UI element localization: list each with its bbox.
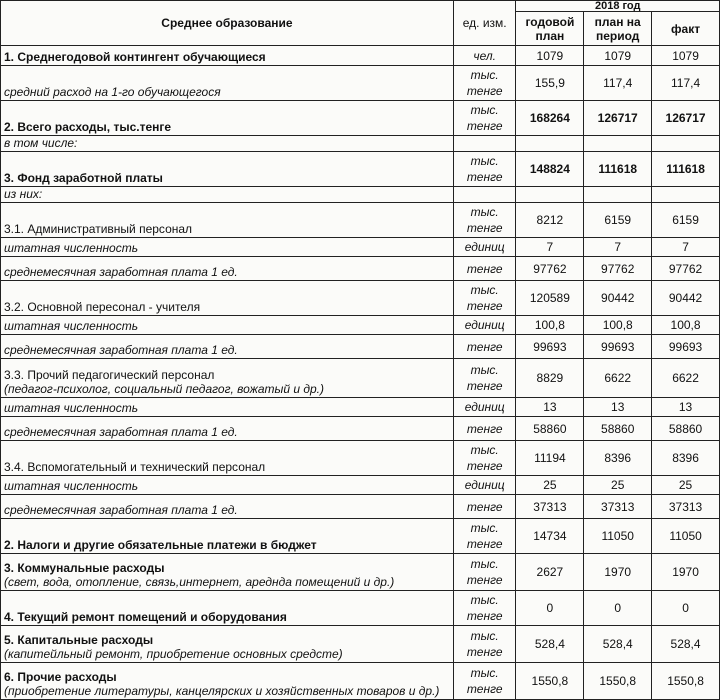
value-annual-plan: 8212	[516, 203, 584, 238]
value-annual-plan: 100,8	[516, 316, 584, 335]
header-period-plan: план на период	[584, 12, 652, 46]
row-title	[1, 187, 454, 203]
value-annual-plan	[516, 187, 584, 203]
value-fact: 528,4	[652, 626, 720, 663]
row-title-text: штатная численность	[4, 241, 139, 255]
value-period-plan: 1970	[584, 554, 652, 591]
value-fact: 126717	[652, 101, 720, 136]
value-annual-plan: 528,4	[516, 626, 584, 663]
row-title	[1, 441, 454, 476]
table-row	[1, 519, 720, 554]
row-unit: тыс. тенге	[453, 591, 516, 626]
row-subtitle-text: (капитейльный ремонт, приобретение основных средсте)	[4, 647, 343, 661]
value-period-plan: 25	[584, 476, 652, 495]
row-title-text: 3. Коммунальные расходы	[4, 561, 165, 575]
row-unit: тенге	[453, 335, 516, 359]
value-annual-plan: 58860	[516, 417, 584, 441]
value-annual-plan: 155,9	[516, 66, 584, 101]
value-annual-plan: 120589	[516, 281, 584, 316]
value-annual-plan: 99693	[516, 335, 584, 359]
value-period-plan: 6622	[584, 359, 652, 398]
row-unit: тыс. тенге	[453, 554, 516, 591]
table-row	[1, 101, 720, 136]
value-annual-plan: 1550,8	[516, 663, 584, 700]
row-unit: тыс. тенге	[453, 66, 516, 101]
value-period-plan: 528,4	[584, 626, 652, 663]
value-annual-plan: 7	[516, 238, 584, 257]
header-year: 2018 год	[516, 1, 720, 12]
value-fact: 117,4	[652, 66, 720, 101]
header-fact: факт	[652, 12, 720, 46]
value-fact: 11050	[652, 519, 720, 554]
value-fact: 97762	[652, 257, 720, 281]
row-title-text: из них:	[4, 187, 43, 201]
value-annual-plan: 168264	[516, 101, 584, 136]
table-row	[1, 476, 720, 495]
row-title	[1, 101, 454, 136]
row-title	[1, 519, 454, 554]
header-annual-plan: годовой план	[516, 12, 584, 46]
value-annual-plan: 8829	[516, 359, 584, 398]
table-row	[1, 335, 720, 359]
row-unit: тыс. тенге	[453, 626, 516, 663]
value-fact: 100,8	[652, 316, 720, 335]
row-title	[1, 46, 454, 66]
value-fact	[652, 136, 720, 152]
row-unit: тыс. тенге	[453, 152, 516, 187]
table-row	[1, 663, 720, 700]
row-title	[1, 335, 454, 359]
table-row	[1, 257, 720, 281]
row-unit: тыс. тенге	[453, 441, 516, 476]
row-title	[1, 281, 454, 316]
table-row	[1, 591, 720, 626]
row-title	[1, 238, 454, 257]
row-title-text: среднемесячная заработная плата 1 ед.	[4, 425, 238, 439]
table-row	[1, 66, 720, 101]
table-body	[1, 46, 720, 700]
table-row	[1, 359, 720, 398]
row-title-text: 1. Среднегодовой контингент обучающиеся	[4, 50, 266, 64]
table-row	[1, 441, 720, 476]
value-annual-plan: 25	[516, 476, 584, 495]
row-title-text: среднемесячная заработная плата 1 ед.	[4, 503, 238, 517]
table-row	[1, 554, 720, 591]
row-title-text: в том числе:	[4, 136, 78, 150]
table-row	[1, 203, 720, 238]
row-title	[1, 203, 454, 238]
value-annual-plan: 14734	[516, 519, 584, 554]
row-unit: тыс. тенге	[453, 359, 516, 398]
value-fact: 111618	[652, 152, 720, 187]
row-unit	[453, 187, 516, 203]
value-period-plan: 58860	[584, 417, 652, 441]
value-fact: 90442	[652, 281, 720, 316]
value-period-plan: 97762	[584, 257, 652, 281]
value-period-plan: 111618	[584, 152, 652, 187]
row-title	[1, 495, 454, 519]
table-row	[1, 316, 720, 335]
row-title	[1, 359, 454, 398]
row-unit: тыс. тенге	[453, 281, 516, 316]
value-annual-plan	[516, 136, 584, 152]
row-unit: единиц	[453, 398, 516, 417]
row-title-text: 3.4. Вспомогательный и технический персонал	[4, 460, 266, 474]
row-unit: тенге	[453, 417, 516, 441]
table-row	[1, 152, 720, 187]
table-row	[1, 136, 720, 152]
row-unit: тыс. тенге	[453, 663, 516, 700]
value-annual-plan: 148824	[516, 152, 584, 187]
row-title-text: штатная численность	[4, 319, 139, 333]
value-period-plan: 11050	[584, 519, 652, 554]
table-row	[1, 238, 720, 257]
row-title	[1, 663, 454, 700]
value-period-plan: 0	[584, 591, 652, 626]
value-annual-plan: 37313	[516, 495, 584, 519]
value-fact: 7	[652, 238, 720, 257]
row-unit: тенге	[453, 257, 516, 281]
value-annual-plan: 2627	[516, 554, 584, 591]
value-annual-plan: 0	[516, 591, 584, 626]
row-title	[1, 591, 454, 626]
row-subtitle-text: (свет, вода, отопление, связь,интернет, ареднда помещений и др.)	[4, 575, 395, 589]
value-period-plan: 117,4	[584, 66, 652, 101]
table-row	[1, 187, 720, 203]
row-title	[1, 257, 454, 281]
value-fact: 99693	[652, 335, 720, 359]
row-title	[1, 398, 454, 417]
value-fact: 8396	[652, 441, 720, 476]
value-period-plan	[584, 136, 652, 152]
value-period-plan: 90442	[584, 281, 652, 316]
row-unit: тенге	[453, 495, 516, 519]
row-subtitle-text: (приобретение литературы, канцелярских и хозяйственных товаров и др.)	[4, 684, 440, 698]
value-period-plan: 37313	[584, 495, 652, 519]
row-title	[1, 554, 454, 591]
value-annual-plan: 97762	[516, 257, 584, 281]
row-title-text: 3.1. Административный персонал	[4, 222, 193, 236]
row-title-text: 2. Налоги и другие обязательные платежи в бюджет	[4, 538, 317, 552]
value-period-plan: 1079	[584, 46, 652, 66]
value-fact: 25	[652, 476, 720, 495]
value-period-plan: 100,8	[584, 316, 652, 335]
row-title-text: 3.3. Прочий педагогический персонал	[4, 368, 215, 382]
row-title	[1, 152, 454, 187]
table-row	[1, 626, 720, 663]
row-unit: единиц	[453, 316, 516, 335]
value-period-plan: 8396	[584, 441, 652, 476]
value-period-plan	[584, 187, 652, 203]
value-period-plan: 6159	[584, 203, 652, 238]
row-title-text: среднемесячная заработная плата 1 ед.	[4, 343, 238, 357]
value-period-plan: 13	[584, 398, 652, 417]
row-title-text: 3. Фонд заработной платы	[4, 171, 163, 185]
row-title-text: 2. Всего расходы, тыс.тенге	[4, 120, 172, 134]
row-title-text: 5. Капитальные расходы	[4, 633, 154, 647]
value-fact: 58860	[652, 417, 720, 441]
value-annual-plan: 1079	[516, 46, 584, 66]
row-unit: единиц	[453, 238, 516, 257]
header-unit: ед. изм.	[453, 1, 516, 46]
row-unit: тыс. тенге	[453, 101, 516, 136]
header-education: Среднее образование	[1, 1, 454, 46]
value-period-plan: 99693	[584, 335, 652, 359]
value-annual-plan: 11194	[516, 441, 584, 476]
table-row	[1, 46, 720, 66]
value-fact: 1550,8	[652, 663, 720, 700]
row-title-text: штатная численность	[4, 401, 139, 415]
row-title	[1, 316, 454, 335]
row-unit	[453, 136, 516, 152]
value-fact: 6622	[652, 359, 720, 398]
table-row	[1, 398, 720, 417]
value-annual-plan: 13	[516, 398, 584, 417]
table-row	[1, 281, 720, 316]
value-fact: 0	[652, 591, 720, 626]
value-fact: 1970	[652, 554, 720, 591]
row-title-text: штатная численность	[4, 479, 139, 493]
value-fact	[652, 187, 720, 203]
row-title-text: среднемесячная заработная плата 1 ед.	[4, 265, 238, 279]
value-period-plan: 126717	[584, 101, 652, 136]
table-row	[1, 417, 720, 441]
row-title-text: 6. Прочие расходы	[4, 670, 117, 684]
row-unit: тыс. тенге	[453, 203, 516, 238]
value-fact: 13	[652, 398, 720, 417]
row-unit: единиц	[453, 476, 516, 495]
value-fact: 1079	[652, 46, 720, 66]
row-unit: тыс. тенге	[453, 519, 516, 554]
table-row	[1, 495, 720, 519]
value-period-plan: 1550,8	[584, 663, 652, 700]
row-title	[1, 66, 454, 101]
row-title-text: средний расход на 1-го обучающегося	[4, 85, 221, 99]
value-fact: 6159	[652, 203, 720, 238]
row-title	[1, 626, 454, 663]
row-title-text: 4. Текущий ремонт помещений и оборудования	[4, 610, 287, 624]
row-title-text: 3.2. Основной пересонал - учителя	[4, 300, 201, 314]
row-unit: чел.	[453, 46, 516, 66]
value-fact: 37313	[652, 495, 720, 519]
value-period-plan: 7	[584, 238, 652, 257]
row-title	[1, 417, 454, 441]
row-title	[1, 136, 454, 152]
row-subtitle-text: (педагог-психолог, социальный педагог, вожатый и др.)	[4, 382, 324, 396]
row-title	[1, 476, 454, 495]
